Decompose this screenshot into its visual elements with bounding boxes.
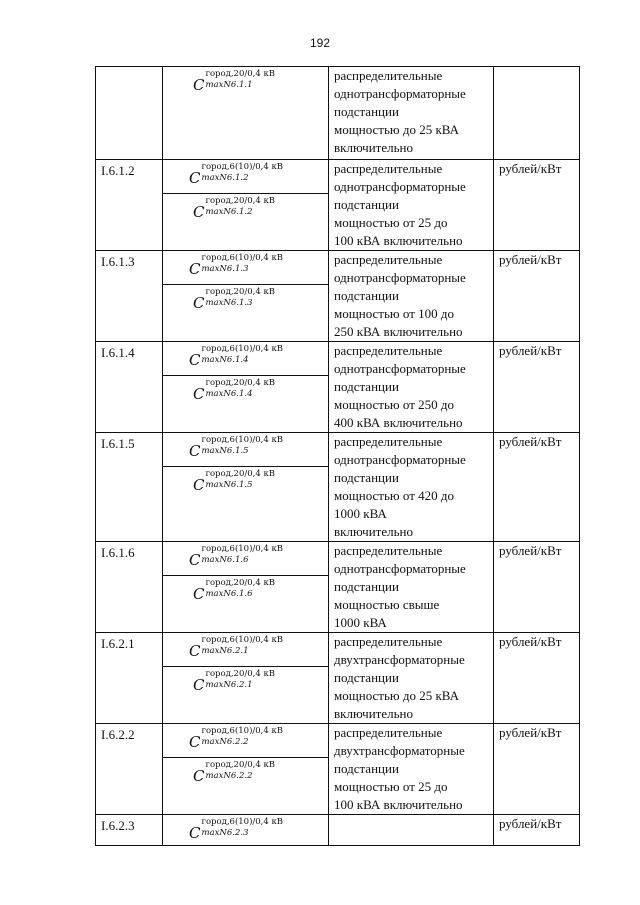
row-code: I.6.1.2: [96, 160, 163, 251]
description-line: распределительные: [334, 634, 443, 649]
row-unit: [494, 67, 580, 160]
row-code: [96, 67, 163, 160]
tariff-table: [95, 66, 580, 846]
description-line: подстанции: [334, 197, 399, 212]
row-unit: рублей/кВт: [494, 815, 580, 846]
formula-superscript: город,6(10)/0,4 кВ: [201, 344, 284, 354]
row-description: [329, 67, 494, 160]
formula: [163, 67, 328, 93]
description-line: однотрансформаторные: [334, 561, 466, 576]
description-line: подстанции: [334, 379, 399, 394]
formula-subscript: maxN6.1.1: [205, 80, 253, 90]
row-code: I.6.1.6: [96, 542, 163, 633]
formula-cell: [163, 542, 329, 576]
formula-subscript: maxN6.1.6: [201, 555, 249, 565]
description-line: распределительные: [334, 252, 443, 267]
description-line: 100 кВА включительно: [334, 233, 463, 248]
row-code: I.6.2.2: [96, 724, 163, 815]
formula: [163, 667, 328, 693]
description-line: подстанции: [334, 579, 399, 594]
table-row: [96, 67, 580, 160]
formula: [163, 576, 328, 602]
description-line: включительно: [334, 524, 413, 539]
description-line: мощностью свыше: [334, 597, 440, 612]
formula-cell: [163, 815, 329, 846]
description-line: 100 кВА включительно: [334, 797, 463, 812]
formula-subscript: maxN6.1.5: [205, 479, 253, 490]
description-line: включительно: [334, 140, 413, 155]
description-line: мощностью от 420 до: [334, 488, 454, 503]
description-line: подстанции: [334, 761, 399, 776]
description-line: 1000 кВА: [334, 506, 387, 521]
formula-subscript: maxN6.1.3: [201, 264, 249, 274]
formula-cell: [163, 575, 329, 632]
row-code: I.6.2.1: [96, 633, 163, 724]
row-code: I.6.1.5: [96, 433, 163, 542]
formula-symbol: C: [193, 293, 205, 312]
formula-symbol: C: [193, 475, 205, 494]
description-line: мощностью от 25 до: [334, 779, 448, 794]
row-code: I.6.2.3: [96, 815, 163, 846]
formula-superscript: город,20/0,4 кВ: [205, 195, 276, 206]
formula-superscript: город,6(10)/0,4 кВ: [201, 162, 284, 172]
description-line: распределительные: [334, 434, 443, 449]
formula-symbol: C: [189, 733, 201, 751]
formula-subscript: maxN6.2.3: [201, 828, 249, 838]
description-line: включительно: [334, 706, 413, 721]
description-line: подстанции: [334, 470, 399, 485]
description-line: однотрансформаторные: [334, 179, 466, 194]
row-unit: рублей/кВт: [494, 433, 580, 542]
formula-symbol: C: [189, 260, 201, 278]
description-line: мощностью до 25 кВА: [334, 122, 460, 137]
formula-superscript: город,6(10)/0,4 кВ: [201, 635, 284, 645]
table-row: [96, 633, 580, 667]
row-unit: рублей/кВт: [494, 542, 580, 633]
row-unit: рублей/кВт: [494, 724, 580, 815]
formula-cell: [163, 160, 329, 194]
formula: [163, 194, 328, 220]
formula-superscript: город,20/0,4 кВ: [205, 69, 276, 79]
row-description: [329, 342, 494, 433]
row-unit: рублей/кВт: [494, 160, 580, 251]
formula-subscript: maxN6.1.2: [201, 173, 249, 183]
formula: [163, 433, 328, 459]
formula: [163, 724, 328, 750]
formula-subscript: maxN6.1.3: [205, 297, 253, 308]
formula-superscript: город,6(10)/0,4 кВ: [201, 817, 284, 827]
formula-subscript: maxN6.2.1: [201, 646, 249, 656]
row-description: [329, 542, 494, 633]
formula-symbol: C: [189, 442, 201, 460]
description-line: мощностью от 250 до: [334, 397, 454, 412]
table-row: [96, 724, 580, 758]
formula: [163, 376, 328, 402]
row-description: [329, 251, 494, 342]
formula-superscript: город,20/0,4 кВ: [205, 668, 276, 679]
formula-superscript: город,20/0,4 кВ: [205, 286, 276, 297]
formula-subscript: maxN6.1.2: [205, 206, 253, 217]
formula-symbol: C: [193, 675, 205, 694]
description-line: двухтрансформаторные: [334, 652, 465, 667]
formula-symbol: C: [189, 824, 201, 842]
description-line: распределительные: [334, 725, 443, 740]
description-line: подстанции: [334, 288, 399, 303]
formula-subscript: maxN6.2.2: [205, 770, 253, 781]
description-line: распределительные: [334, 343, 443, 358]
row-description: [329, 433, 494, 542]
row-description: [329, 633, 494, 724]
formula: [163, 342, 328, 368]
table-row: [96, 251, 580, 285]
page-number: 192: [309, 36, 331, 50]
formula-superscript: город,20/0,4 кВ: [205, 577, 276, 588]
description-line: мощностью до 25 кВА: [334, 688, 460, 703]
formula: [163, 251, 328, 277]
description-line: 400 кВА включительно: [334, 415, 463, 430]
formula-superscript: город,20/0,4 кВ: [205, 759, 276, 770]
formula-symbol: C: [193, 384, 205, 403]
formula-cell: [163, 466, 329, 541]
formula-symbol: C: [193, 76, 205, 94]
description-line: мощностью от 100 до: [334, 306, 454, 321]
table-row: [96, 160, 580, 194]
formula-superscript: город,20/0,4 кВ: [205, 377, 276, 388]
formula: [163, 633, 328, 659]
row-description: [329, 815, 494, 846]
description-line: мощностью от 25 до: [334, 215, 448, 230]
formula-superscript: город,6(10)/0,4 кВ: [201, 435, 284, 445]
row-unit: рублей/кВт: [494, 251, 580, 342]
table-row: [96, 342, 580, 376]
formula-symbol: C: [193, 202, 205, 221]
formula-symbol: C: [193, 766, 205, 785]
formula-cell: [163, 757, 329, 814]
description-line: однотрансформаторные: [334, 361, 466, 376]
formula-superscript: город,6(10)/0,4 кВ: [201, 544, 284, 554]
formula: [163, 758, 328, 784]
formula-subscript: maxN6.1.5: [201, 446, 249, 456]
formula-cell: [163, 342, 329, 376]
table-row: [96, 433, 580, 467]
row-code: I.6.1.3: [96, 251, 163, 342]
row-code: I.6.1.4: [96, 342, 163, 433]
formula-symbol: C: [193, 584, 205, 603]
formula-subscript: maxN6.2.2: [201, 737, 249, 747]
formula: [163, 160, 328, 186]
formula-subscript: maxN6.1.4: [205, 388, 253, 399]
formula-subscript: maxN6.1.6: [205, 588, 253, 599]
description-line: двухтрансформаторные: [334, 743, 465, 758]
formula-cell: [163, 375, 329, 432]
formula-superscript: город,6(10)/0,4 кВ: [201, 726, 284, 736]
description-line: распределительные: [334, 543, 443, 558]
formula-cell: [163, 433, 329, 467]
description-line: однотрансформаторные: [334, 86, 466, 101]
description-line: однотрансформаторные: [334, 270, 466, 285]
description-line: 250 кВА включительно: [334, 324, 463, 339]
formula: [163, 285, 328, 311]
description-line: подстанции: [334, 104, 399, 119]
table-row: [96, 815, 580, 846]
formula-superscript: город,6(10)/0,4 кВ: [201, 253, 284, 263]
description-line: подстанции: [334, 670, 399, 685]
formula-cell: [163, 251, 329, 285]
formula-symbol: C: [189, 551, 201, 569]
formula-subscript: maxN6.2.1: [205, 679, 253, 690]
formula-cell: [163, 284, 329, 341]
table-row: [96, 542, 580, 576]
description-line: 1000 кВА: [334, 615, 387, 630]
formula-cell: [163, 724, 329, 758]
description-line: однотрансформаторные: [334, 452, 466, 467]
formula: [163, 815, 328, 841]
formula: [163, 467, 328, 493]
formula: [163, 542, 328, 568]
row-unit: рублей/кВт: [494, 633, 580, 724]
formula-cell: [163, 193, 329, 250]
formula-cell: [163, 67, 329, 160]
formula-cell: [163, 633, 329, 667]
row-description: [329, 160, 494, 251]
description-line: распределительные: [334, 161, 443, 176]
formula-cell: [163, 666, 329, 723]
formula-symbol: C: [189, 642, 201, 660]
formula-symbol: C: [189, 351, 201, 369]
formula-symbol: C: [189, 169, 201, 187]
row-unit: рублей/кВт: [494, 342, 580, 433]
description-line: распределительные: [334, 68, 443, 83]
row-description: [329, 724, 494, 815]
formula-superscript: город,20/0,4 кВ: [205, 468, 276, 479]
formula-subscript: maxN6.1.4: [201, 355, 249, 365]
